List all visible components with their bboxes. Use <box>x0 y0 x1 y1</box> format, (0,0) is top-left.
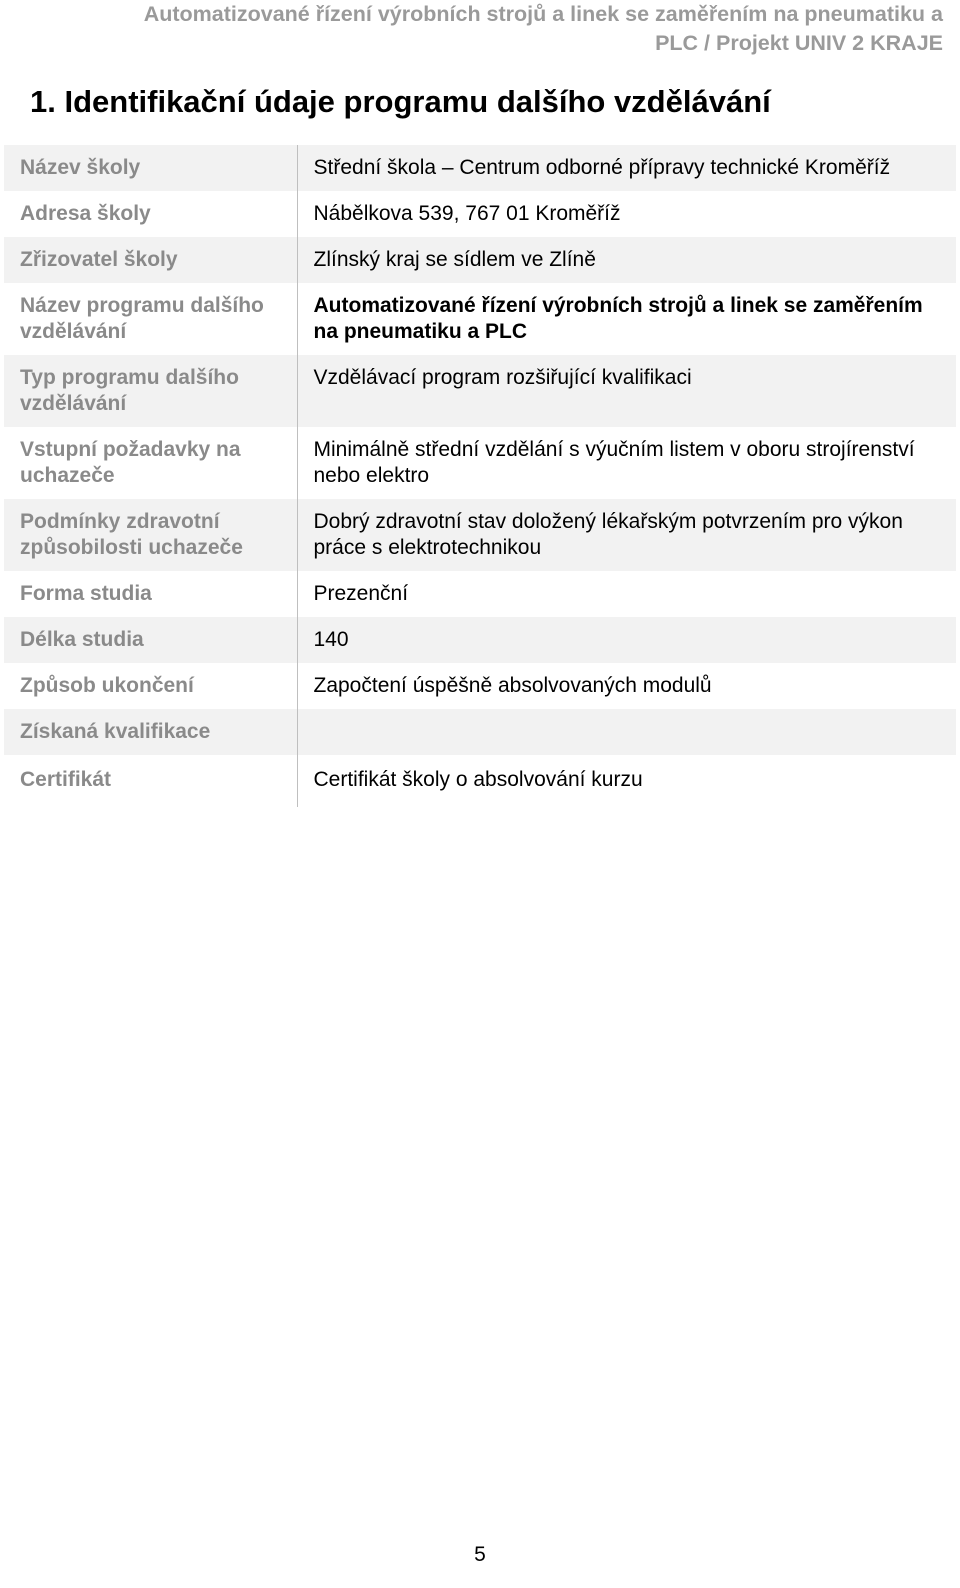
row-label: Název školy <box>4 145 297 191</box>
row-label: Získaná kvalifikace <box>4 709 297 755</box>
row-value: Vzdělávací program rozšiřující kvalifikaci <box>297 355 956 427</box>
row-value: Zlínský kraj se sídlem ve Zlíně <box>297 237 956 283</box>
table-row-school-address <box>4 191 956 237</box>
row-value: Prezenční <box>313 582 409 605</box>
table-row-program-type <box>4 355 956 427</box>
row-value: Započtení úspěšně absolvovaných modulů <box>313 674 712 697</box>
row-value: 140 <box>297 617 956 663</box>
row-label: Zřizovatel školy <box>4 237 297 283</box>
table-row-qualification <box>4 709 956 755</box>
row-label: Způsob ukončení <box>4 663 297 709</box>
row-label: Vstupní požadavky na uchazeče <box>4 427 297 499</box>
table-row-health-conditions <box>4 499 956 571</box>
page-number: 5 <box>474 1543 486 1566</box>
table-row-school-name <box>4 145 956 191</box>
row-value: Certifikát školy o absolvování kurzu <box>313 768 643 791</box>
row-label: Certifikát <box>4 755 297 807</box>
running-header-line-1: Automatizované řízení výrobních strojů a linek se zaměřením na pneumatiku a <box>143 2 943 26</box>
table-row-program-name <box>4 283 956 355</box>
table-row-founder <box>4 237 956 283</box>
running-header-line-2: PLC / Projekt UNIV 2 KRAJE <box>655 31 943 55</box>
row-value: Dobrý zdravotní stav doložený lékařským potvrzením pro výkon práce s elektrotechnikou <box>297 499 956 571</box>
row-label: Podmínky zdravotní způsobilosti uchazeče <box>4 499 297 571</box>
table-row-study-form <box>4 571 956 617</box>
row-value: Nábělkova 539, 767 01 Kroměříž <box>313 202 621 225</box>
row-value: Automatizované řízení výrobních strojů a linek se zaměřením na pneumatiku a PLC <box>313 294 923 343</box>
row-value: Střední škola – Centrum odborné přípravy technické Kroměříž <box>297 145 956 191</box>
table-row-certificate <box>4 755 956 807</box>
row-label: Adresa školy <box>4 191 297 237</box>
section-title: 1. Identifikační údaje programu dalšího vzdělávání <box>30 84 771 119</box>
table-row-entry-requirements <box>4 427 956 499</box>
row-value <box>297 709 956 755</box>
row-label: Název programu dalšího vzdělávání <box>4 283 297 355</box>
table-row-completion <box>4 663 956 709</box>
row-label: Forma studia <box>4 571 297 617</box>
table-row-study-length <box>4 617 956 663</box>
row-label: Typ programu dalšího vzdělávání <box>4 355 297 427</box>
identification-table <box>4 145 956 807</box>
row-label: Délka studia <box>4 617 297 663</box>
row-value: Minimálně střední vzdělání s výučním listem v oboru strojírenství nebo elektro <box>313 438 915 487</box>
running-header <box>23 0 943 58</box>
